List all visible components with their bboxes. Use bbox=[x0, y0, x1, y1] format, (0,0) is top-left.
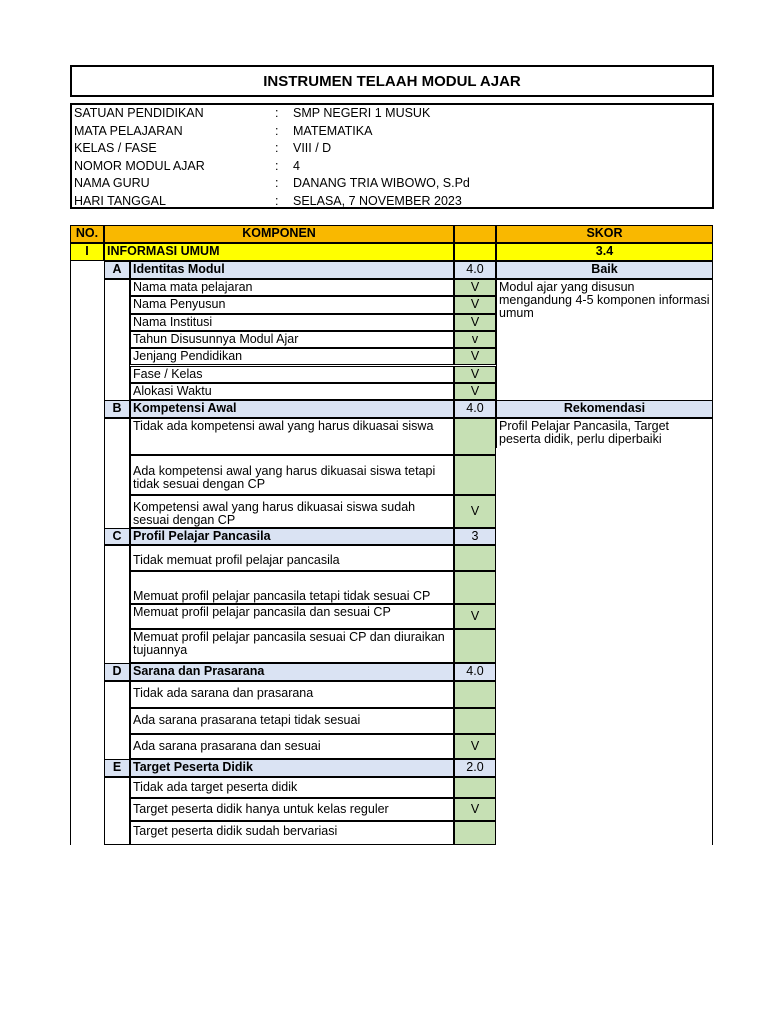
info-row: KELAS / FASE : VIII / D bbox=[74, 141, 332, 155]
description-title: Baik bbox=[496, 261, 713, 279]
document-title: INSTRUMEN TELAAH MODUL AJAR bbox=[70, 65, 714, 97]
header-no: NO. bbox=[70, 225, 104, 243]
criteria-item: Jenjang Pendidikan bbox=[130, 348, 454, 365]
table-right-border bbox=[712, 279, 713, 845]
subsection-score: 2.0 bbox=[454, 759, 496, 777]
section-label: INFORMASI UMUM bbox=[104, 243, 454, 261]
section-number: I bbox=[70, 243, 104, 261]
subsection-score: 4.0 bbox=[454, 663, 496, 681]
header-komponen: KOMPONEN bbox=[104, 225, 454, 243]
check-mark: V bbox=[454, 314, 496, 331]
criteria-item: Ada sarana prasarana tetapi tidak sesuai bbox=[130, 708, 454, 734]
subsection-label: Profil Pelajar Pancasila bbox=[130, 528, 454, 545]
check-mark: V bbox=[454, 296, 496, 313]
criteria-item: Ada sarana prasarana dan sesuai bbox=[130, 734, 454, 759]
criteria-item: Nama Institusi bbox=[130, 314, 454, 331]
letter-column-blank bbox=[104, 418, 130, 528]
check-mark: V bbox=[454, 383, 496, 400]
criteria-item: Memuat profil pelajar pancasila dan sesuai CP bbox=[130, 604, 454, 629]
info-row: MATA PELAJARAN : MATEMATIKA bbox=[74, 123, 373, 138]
section-blank bbox=[454, 243, 496, 261]
check-mark bbox=[454, 708, 496, 734]
criteria-item: Nama mata pelajaran bbox=[130, 279, 454, 296]
description-text: Profil Pelajar Pancasila, Target peserta didik, perlu diperbaiki bbox=[496, 418, 713, 448]
check-mark bbox=[454, 821, 496, 845]
criteria-item: Memuat profil pelajar pancasila tetapi tidak sesuai CP bbox=[130, 571, 454, 604]
criteria-item: Tidak memuat profil pelajar pancasila bbox=[130, 545, 454, 571]
criteria-item: Tidak ada target peserta didik bbox=[130, 777, 454, 798]
description-text: Modul ajar yang disusun mengandung 4-5 komponen informasi umum bbox=[496, 279, 713, 400]
info-row: HARI TANGGAL : SELASA, 7 NOVEMBER 2023 bbox=[74, 193, 462, 208]
subsection-label: Kompetensi Awal bbox=[130, 400, 454, 418]
criteria-item: Kompetensi awal yang harus dikuasai siswa sudah sesuai dengan CP bbox=[130, 495, 454, 528]
identity-block bbox=[70, 103, 714, 209]
table-left-border bbox=[70, 261, 71, 845]
subsection-label: Identitas Modul bbox=[130, 261, 454, 279]
info-row: SATUAN PENDIDIKAN : SMP NEGERI 1 MUSUK bbox=[74, 106, 431, 120]
check-mark: V bbox=[454, 366, 496, 383]
criteria-item: Alokasi Waktu bbox=[130, 383, 454, 400]
subsection-letter: C bbox=[104, 528, 130, 545]
subsection-label: Target Peserta Didik bbox=[130, 759, 454, 777]
subsection-label: Sarana dan Prasarana bbox=[130, 663, 454, 681]
letter-column-blank bbox=[104, 777, 130, 845]
criteria-item: Fase / Kelas bbox=[130, 366, 454, 383]
header-skor: SKOR bbox=[496, 225, 713, 243]
criteria-item: Nama Penyusun bbox=[130, 296, 454, 313]
check-mark bbox=[454, 418, 496, 455]
criteria-item: Target peserta didik hanya untuk kelas reguler bbox=[130, 798, 454, 821]
info-row: NOMOR MODUL AJAR : 4 bbox=[74, 158, 300, 173]
subsection-letter: E bbox=[104, 759, 130, 777]
check-mark bbox=[454, 571, 496, 604]
check-mark bbox=[454, 681, 496, 708]
subsection-score: 3 bbox=[454, 528, 496, 545]
header-blank bbox=[454, 225, 496, 243]
check-mark bbox=[454, 777, 496, 798]
criteria-item: Ada kompetensi awal yang harus dikuasai siswa tetapi tidak sesuai dengan CP bbox=[130, 455, 454, 495]
check-mark: V bbox=[454, 734, 496, 759]
criteria-item: Tidak ada kompetensi awal yang harus dikuasai siswa bbox=[130, 418, 454, 455]
criteria-item: Tahun Disusunnya Modul Ajar bbox=[130, 331, 454, 348]
check-mark bbox=[454, 545, 496, 571]
check-mark: V bbox=[454, 798, 496, 821]
subsection-letter: B bbox=[104, 400, 130, 418]
subsection-score: 4.0 bbox=[454, 261, 496, 279]
subsection-letter: A bbox=[104, 261, 130, 279]
check-mark: v bbox=[454, 331, 496, 348]
info-row: NAMA GURU : DANANG TRIA WIBOWO, S.Pd bbox=[74, 176, 470, 190]
section-score: 3.4 bbox=[496, 243, 713, 261]
check-mark: V bbox=[454, 348, 496, 365]
check-mark: V bbox=[454, 604, 496, 629]
criteria-item: Tidak ada sarana dan prasarana bbox=[130, 681, 454, 708]
criteria-item: Memuat profil pelajar pancasila sesuai CP dan diuraikan tujuannya bbox=[130, 629, 454, 663]
letter-column-blank bbox=[104, 681, 130, 759]
letter-column-blank bbox=[104, 545, 130, 663]
subsection-score: 4.0 bbox=[454, 400, 496, 418]
check-mark: V bbox=[454, 279, 496, 296]
check-mark: V bbox=[454, 495, 496, 528]
subsection-letter: D bbox=[104, 663, 130, 681]
check-mark bbox=[454, 455, 496, 495]
letter-column-blank bbox=[104, 279, 130, 400]
description-title: Rekomendasi bbox=[496, 400, 713, 418]
criteria-item: Target peserta didik sudah bervariasi bbox=[130, 821, 454, 845]
check-mark bbox=[454, 629, 496, 663]
